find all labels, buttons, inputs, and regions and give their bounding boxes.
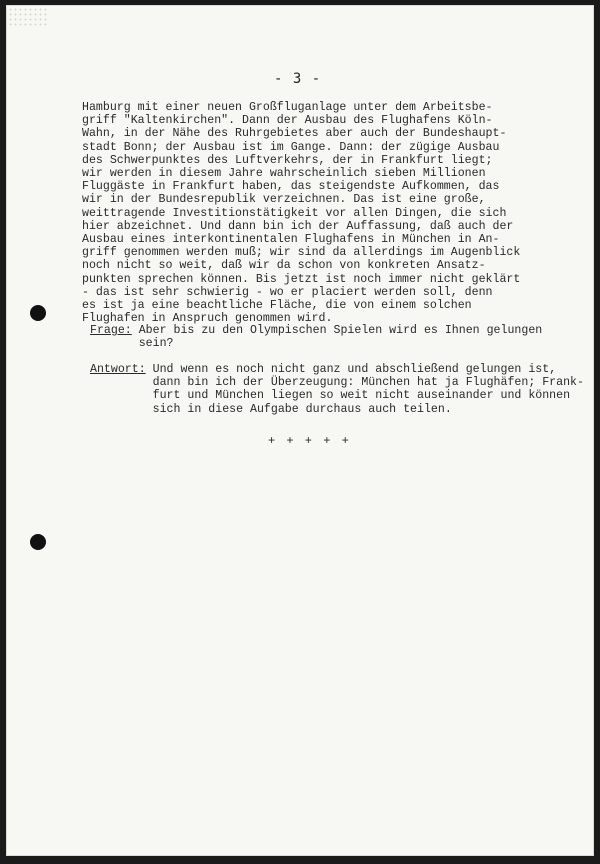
- question-text: Aber bis zu den Olympischen Spielen wird es Ihnen gelungen sein?: [138, 324, 543, 351]
- punch-hole-top: [30, 305, 46, 321]
- end-marks: + + + + +: [268, 434, 351, 448]
- question-label: Frage:: [90, 324, 132, 337]
- page-number: - 3 -: [274, 71, 322, 87]
- answer-text: Und wenn es noch nicht ganz und abschließend gelungen ist, dann bin ich der Überzeugung: München hat ja Flughäfen; Frank- furt und München liegen so weit nicht auseinander und können sich in diese Aufgabe durchaus auch teilen.: [152, 363, 584, 416]
- punch-hole-bottom: [30, 534, 46, 550]
- scan-noise: [8, 7, 48, 27]
- answer-label: Antwort:: [90, 363, 146, 376]
- answer-block: [90, 363, 584, 416]
- question-block: [90, 324, 542, 350]
- document-page: [6, 5, 594, 856]
- body-paragraph: Hamburg mit einer neuen Großfluganlage unter dem Arbeitsbe- griff "Kaltenkirchen". Dann der Ausbau des Flughafens Köln- Wahn, in der Nähe des Ruhrgebietes aber auch der Bundeshaupt- stadt Bonn; der Ausbau ist im Gange. Dann: der zügige Ausbau des Schwerpunktes des Luftverkehrs, der in Frankfurt liegt; wir werden in diesem Jahre wahrscheinlich sieben Millionen Fluggäste in Frankfurt haben, das steigendste Aufkommen, das wir in der Bundesrepublik verzeichnen. Das ist eine große, weittragende Investitionstätigkeit vor allen Dingen, die sich hier abzeichnet. Und dann bin ich der Auffassung, daß auch der Ausbau eines interkontinentalen Flughafens in München in An- griff genommen werden muß; wir sind da allerdings im Augenblick noch nicht so weit, daß wir da schon von konkreten Ansatz- punkten sprechen können. Bis jetzt ist noch immer nicht geklärt - das ist sehr schwierig - wo er placiert werden soll, denn es ist ja eine beachtliche Fläche, die von einem solchen Flughafen in Anspruch genommen wird.: [82, 101, 521, 326]
